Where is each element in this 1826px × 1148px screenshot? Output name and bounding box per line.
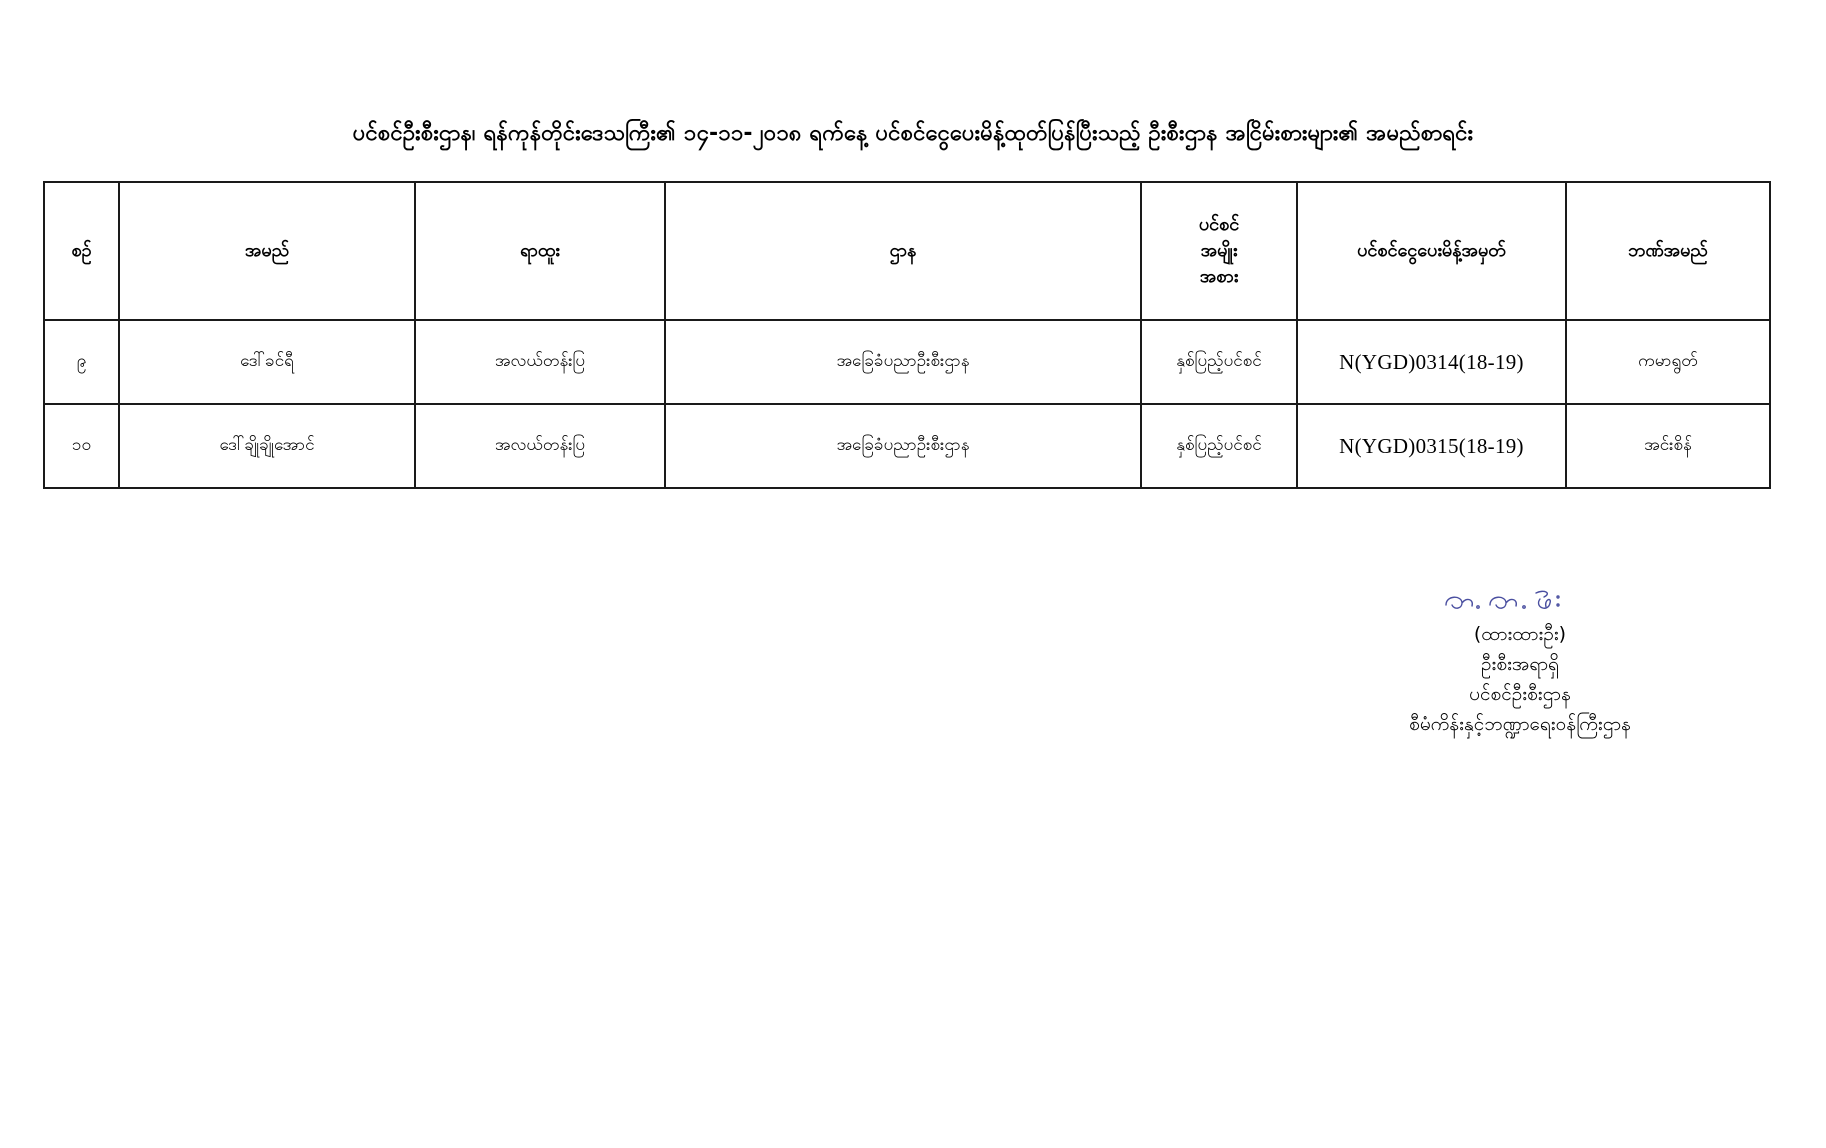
header-department: ဌာန	[665, 182, 1141, 320]
table-row	[44, 320, 1770, 404]
pensioners-table	[43, 181, 1771, 489]
cell-no: ၉	[44, 320, 119, 404]
cell-bank: ကမာရွတ်	[1566, 320, 1770, 404]
cell-pension-type: နှစ်ပြည့်ပင်စင်	[1141, 404, 1297, 488]
table-header-row	[44, 182, 1770, 320]
header-pension-type-line2: အမျိုး	[1200, 240, 1238, 261]
cell-bank: အင်းစိန်	[1566, 404, 1770, 488]
cell-order-no: N(YGD)0315(18-19)	[1297, 404, 1566, 488]
table-row	[44, 404, 1770, 488]
cell-department: အခြေခံပညာဦးစီးဌာန	[665, 404, 1141, 488]
header-bank: ဘဏ်အမည်	[1566, 182, 1770, 320]
cell-name: ဒေါ်ချိုချိုအောင်	[119, 404, 415, 488]
header-name: အမည်	[119, 182, 415, 320]
header-rank: ရာထူး	[415, 182, 665, 320]
cell-pension-type: နှစ်ပြည့်ပင်စင်	[1141, 320, 1297, 404]
document-title: ပင်စင်ဦးစီးဌာန၊ ရန်ကုန်တိုင်းဒေသကြီး၏ ၁၄-၁၁-၂၀၁၈ ရက်နေ့ ပင်စင်ငွေပေးမိန့်ထုတ်ပြန်ပြီးသည့် ဦးစီးဌာန အငြိမ်းစားများ၏ အမည်စာရင်း	[352, 121, 1474, 146]
cell-department: အခြေခံပညာဦးစီးဌာန	[665, 320, 1141, 404]
cell-rank: အလယ်တန်းပြ	[415, 404, 665, 488]
header-no: စဉ်	[44, 182, 119, 320]
signatory-ministry: စီမံကိန်းနှင့်ဘဏ္ဍာရေးဝန်ကြီးဌာန	[1409, 713, 1631, 735]
header-pension-type-line1: ပင်စင်	[1198, 214, 1240, 235]
header-pension-type-line3: အစား	[1199, 266, 1239, 287]
header-order-no: ပင်စင်ငွေပေးမိန့်အမှတ်	[1297, 182, 1566, 320]
cell-name: ဒေါ်ခင်ရီ	[119, 320, 415, 404]
signatory-office: ပင်စင်ဦးစီးဌာန	[1469, 683, 1571, 705]
cell-no: ၁၀	[44, 404, 119, 488]
cell-order-no: N(YGD)0314(18-19)	[1297, 320, 1566, 404]
cell-rank: အလယ်တန်းပြ	[415, 320, 665, 404]
signatory-name: (ထားထားဦး)	[1473, 623, 1567, 645]
signatory-position: ဦးစီးအရာရှိ	[1481, 653, 1559, 675]
handwritten-signature	[1440, 585, 1600, 617]
header-pension-type	[1141, 182, 1297, 320]
signature-block	[1340, 585, 1700, 739]
